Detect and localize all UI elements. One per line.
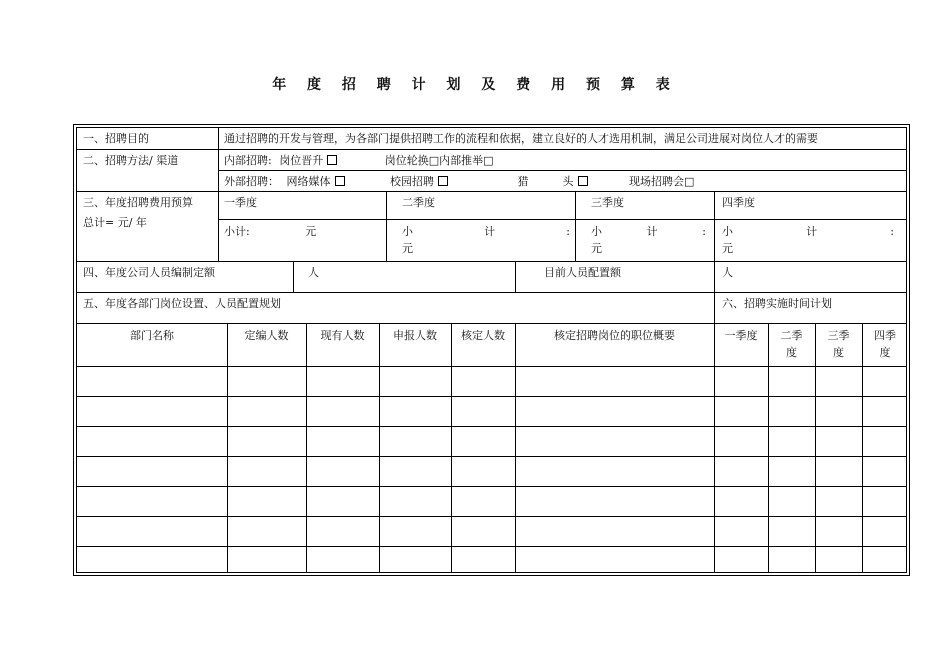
internal-label: 内部招聘: <box>224 154 272 167</box>
web-media-checkbox[interactable] <box>335 176 345 186</box>
table-row[interactable] <box>77 516 906 546</box>
q2-xiao: 小 <box>402 225 413 238</box>
header-requested: 申报人数 <box>393 329 437 342</box>
current-staff-label: 目前人员配置额 <box>544 266 621 279</box>
external-recruit <box>224 173 694 190</box>
page-title: 年 度 招 聘 计 划 及 费 用 预 算 表 <box>272 77 678 93</box>
table-row[interactable] <box>77 546 906 573</box>
headcount-unit: 人 <box>308 266 319 279</box>
q2-subtotal <box>402 223 582 257</box>
header-approved: 核定人数 <box>461 329 505 342</box>
q1-label: 一季度 <box>224 196 257 209</box>
dept-plan-label: 五、年度各部门岗位设置、人员配置规划 <box>83 297 281 310</box>
q4-yuan: 元 <box>722 242 733 255</box>
table-row[interactable] <box>77 456 906 486</box>
q1-yuan: 元 <box>305 225 317 238</box>
q3-subtotal <box>591 223 716 257</box>
header-q1: 一季度 <box>724 329 758 342</box>
budget-total: 总计= 元/ 年 <box>83 216 147 229</box>
q3-label: 三季度 <box>591 196 624 209</box>
headhunter-option-a: 猎 <box>517 175 529 188</box>
q1-subtotal-label: 小计: <box>224 225 250 238</box>
header-q2: 二季 度 <box>780 329 803 359</box>
web-media-option: 网络媒体 <box>286 175 331 188</box>
header-q4: 四季 度 <box>874 329 896 359</box>
q4-ji: 计 <box>806 225 818 238</box>
promotion-option: 岗位晋升 <box>279 154 324 167</box>
q3-yuan: 元 <box>591 242 602 255</box>
schedule-label: 六、招聘实施时间计划 <box>722 297 832 310</box>
q2-ji: 计 <box>484 225 496 238</box>
q1-subtotal <box>224 223 394 240</box>
rotation-recommend-option: 岗位轮换□内部推举□ <box>384 154 494 167</box>
q4-xiao: 小 <box>722 225 733 238</box>
table-row[interactable] <box>77 366 906 396</box>
header-summary: 核定招聘岗位的职位概要 <box>554 329 675 342</box>
budget-label: 三、年度招聘费用预算 <box>83 196 193 209</box>
q3-xiao: 小 <box>591 225 602 238</box>
q4-colon: : <box>890 225 894 238</box>
table-row[interactable] <box>77 426 906 456</box>
header-quota: 定编人数 <box>244 329 289 342</box>
job-fair-option: 现场招聘会□ <box>629 175 695 188</box>
method-label: 二、招聘方法/ 渠道 <box>83 154 179 167</box>
promotion-checkbox[interactable] <box>327 155 337 165</box>
current-staff-unit: 人 <box>722 266 733 279</box>
header-dept-name: 部门名称 <box>130 329 174 342</box>
header-q3: 三季 度 <box>827 329 850 359</box>
external-label: 外部招聘： <box>224 175 279 188</box>
internal-recruit <box>224 152 494 169</box>
purpose-text: 通过招聘的开发与管理，为各部门提供招聘工作的流程和依据，建立良好的人才选用机制，满足公司进展对岗位人才的需要 <box>224 132 818 145</box>
q2-colon: : <box>566 225 570 238</box>
headhunter-checkbox[interactable] <box>578 176 588 186</box>
plan-form <box>73 124 910 576</box>
campus-option: 校园招聘 <box>390 175 434 188</box>
q3-ji: 计 <box>646 225 658 238</box>
q4-subtotal <box>722 223 900 257</box>
table-row[interactable] <box>77 396 906 426</box>
q2-label: 二季度 <box>402 196 435 209</box>
purpose-label: 一、招聘目的 <box>83 132 149 145</box>
headcount-label: 四、年度公司人员编制定额 <box>83 266 215 279</box>
plan-grid <box>76 127 907 573</box>
q2-yuan: 元 <box>402 242 413 255</box>
header-current: 现有人数 <box>320 329 365 342</box>
campus-checkbox[interactable] <box>438 176 448 186</box>
headhunter-option-b: 头 <box>562 175 574 188</box>
table-row[interactable] <box>77 486 906 516</box>
q3-colon: : <box>702 225 706 238</box>
q4-label: 四季度 <box>722 196 755 209</box>
